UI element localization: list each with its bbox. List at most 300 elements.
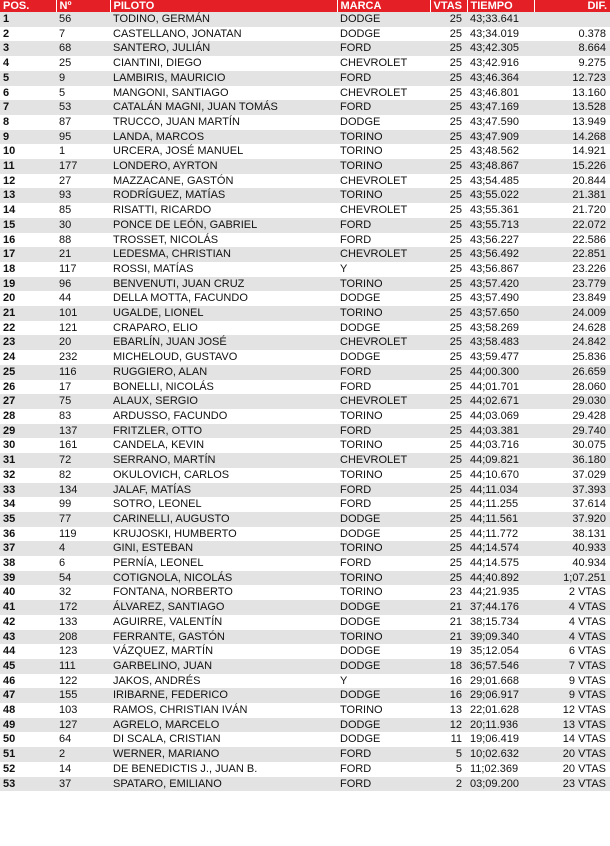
cell-pos: 38 (0, 556, 56, 571)
cell-number: 25 (56, 56, 110, 71)
cell-number: 119 (56, 527, 110, 542)
col-header-tiempo: TIEMPO (467, 0, 534, 12)
cell-number: 85 (56, 203, 110, 218)
cell-gap: 30.075 (534, 438, 610, 453)
cell-laps: 23 (430, 585, 467, 600)
cell-gap: 8.664 (534, 41, 610, 56)
cell-brand: Y (337, 674, 430, 689)
cell-gap: 20 VTAS (534, 747, 610, 762)
cell-number: 37 (56, 777, 110, 792)
table-row (0, 556, 610, 571)
cell-laps: 19 (430, 644, 467, 659)
cell-driver: TODINO, GERMÁN (110, 12, 337, 27)
table-row (0, 365, 610, 380)
cell-driver: AGRELO, MARCELO (110, 718, 337, 733)
cell-driver: AGUIRRE, VALENTÍN (110, 615, 337, 630)
cell-time: 43;55.361 (467, 203, 534, 218)
cell-laps: 25 (430, 130, 467, 145)
cell-number: 9 (56, 71, 110, 86)
cell-laps: 25 (430, 512, 467, 527)
cell-driver: RODRÍGUEZ, MATÍAS (110, 188, 337, 203)
table-header (0, 0, 610, 12)
cell-brand: DODGE (337, 27, 430, 42)
cell-laps: 11 (430, 732, 467, 747)
cell-time: 43;48.867 (467, 159, 534, 174)
cell-gap: 28.060 (534, 380, 610, 395)
cell-laps: 25 (430, 86, 467, 101)
cell-gap: 9 VTAS (534, 688, 610, 703)
cell-time: 44;09.821 (467, 453, 534, 468)
cell-laps: 25 (430, 321, 467, 336)
cell-time: 43;34.019 (467, 27, 534, 42)
cell-number: 172 (56, 600, 110, 615)
cell-number: 2 (56, 747, 110, 762)
cell-pos: 29 (0, 424, 56, 439)
cell-time: 03;09.200 (467, 777, 534, 792)
cell-laps: 25 (430, 424, 467, 439)
table-row (0, 218, 610, 233)
cell-gap: 37.393 (534, 483, 610, 498)
table-row (0, 174, 610, 189)
cell-laps: 25 (430, 335, 467, 350)
table-row (0, 71, 610, 86)
table-row (0, 394, 610, 409)
cell-gap: 22.072 (534, 218, 610, 233)
cell-number: 177 (56, 159, 110, 174)
cell-gap: 7 VTAS (534, 659, 610, 674)
cell-number: 122 (56, 674, 110, 689)
cell-gap: 13 VTAS (534, 718, 610, 733)
cell-gap: 26.659 (534, 365, 610, 380)
cell-brand: TORINO (337, 541, 430, 556)
cell-number: 123 (56, 644, 110, 659)
cell-number: 44 (56, 291, 110, 306)
cell-brand: TORINO (337, 188, 430, 203)
cell-number: 17 (56, 380, 110, 395)
table-row (0, 718, 610, 733)
cell-brand: DODGE (337, 600, 430, 615)
cell-pos: 25 (0, 365, 56, 380)
cell-gap: 14.268 (534, 130, 610, 145)
cell-brand: FORD (337, 747, 430, 762)
table-row (0, 233, 610, 248)
cell-gap: 22.586 (534, 233, 610, 248)
cell-laps: 25 (430, 144, 467, 159)
cell-time: 44;01.701 (467, 380, 534, 395)
cell-pos: 3 (0, 41, 56, 56)
cell-brand: CHEVROLET (337, 394, 430, 409)
cell-laps: 25 (430, 247, 467, 262)
col-header-dif: DIF. (534, 0, 610, 12)
cell-laps: 25 (430, 483, 467, 498)
cell-time: 43;57.420 (467, 277, 534, 292)
cell-driver: ALAUX, SERGIO (110, 394, 337, 409)
cell-pos: 17 (0, 247, 56, 262)
cell-gap: 23.849 (534, 291, 610, 306)
cell-driver: MAZZACANE, GASTÓN (110, 174, 337, 189)
cell-gap: 21.381 (534, 188, 610, 203)
cell-driver: VÁZQUEZ, MARTÍN (110, 644, 337, 659)
cell-time: 44;11.255 (467, 497, 534, 512)
cell-driver: FRITZLER, OTTO (110, 424, 337, 439)
cell-pos: 41 (0, 600, 56, 615)
table-row (0, 41, 610, 56)
cell-number: 95 (56, 130, 110, 145)
table-row (0, 380, 610, 395)
cell-time: 43;57.490 (467, 291, 534, 306)
cell-time: 44;11.772 (467, 527, 534, 542)
cell-pos: 46 (0, 674, 56, 689)
cell-gap: 6 VTAS (534, 644, 610, 659)
cell-pos: 31 (0, 453, 56, 468)
cell-pos: 47 (0, 688, 56, 703)
cell-number: 6 (56, 556, 110, 571)
cell-driver: WERNER, MARIANO (110, 747, 337, 762)
cell-pos: 44 (0, 644, 56, 659)
cell-gap: 4 VTAS (534, 615, 610, 630)
cell-driver: CANDELA, KEVIN (110, 438, 337, 453)
cell-gap: 9.275 (534, 56, 610, 71)
table-row (0, 424, 610, 439)
cell-driver: MICHELOUD, GUSTAVO (110, 350, 337, 365)
table-row (0, 159, 610, 174)
cell-driver: MANGONI, SANTIAGO (110, 86, 337, 101)
cell-laps: 21 (430, 615, 467, 630)
cell-driver: JAKOS, ANDRÉS (110, 674, 337, 689)
cell-time: 10;02.632 (467, 747, 534, 762)
cell-pos: 50 (0, 732, 56, 747)
cell-laps: 25 (430, 262, 467, 277)
table-row (0, 86, 610, 101)
cell-time: 29;06.917 (467, 688, 534, 703)
cell-laps: 25 (430, 218, 467, 233)
cell-gap: 13.949 (534, 115, 610, 130)
cell-gap: 14.921 (534, 144, 610, 159)
table-row (0, 291, 610, 306)
table-row (0, 56, 610, 71)
cell-pos: 51 (0, 747, 56, 762)
table-row (0, 600, 610, 615)
col-header-piloto: PILOTO (110, 0, 337, 12)
cell-laps: 25 (430, 438, 467, 453)
cell-pos: 20 (0, 291, 56, 306)
cell-pos: 4 (0, 56, 56, 71)
cell-time: 43;58.483 (467, 335, 534, 350)
cell-laps: 16 (430, 688, 467, 703)
cell-gap: 9 VTAS (534, 674, 610, 689)
cell-number: 208 (56, 630, 110, 645)
cell-pos: 5 (0, 71, 56, 86)
cell-brand: DODGE (337, 615, 430, 630)
cell-gap: 14 VTAS (534, 732, 610, 747)
cell-pos: 48 (0, 703, 56, 718)
cell-number: 27 (56, 174, 110, 189)
cell-brand: TORINO (337, 630, 430, 645)
cell-driver: RISATTI, RICARDO (110, 203, 337, 218)
cell-time: 29;01.668 (467, 674, 534, 689)
cell-laps: 25 (430, 291, 467, 306)
cell-driver: BONELLI, NICOLÁS (110, 380, 337, 395)
cell-number: 88 (56, 233, 110, 248)
cell-laps: 25 (430, 556, 467, 571)
cell-brand: TORINO (337, 571, 430, 586)
cell-pos: 33 (0, 483, 56, 498)
cell-brand: DODGE (337, 644, 430, 659)
cell-number: 87 (56, 115, 110, 130)
cell-time: 43;55.022 (467, 188, 534, 203)
cell-driver: BENVENUTI, JUAN CRUZ (110, 277, 337, 292)
cell-brand: TORINO (337, 159, 430, 174)
table-row (0, 762, 610, 777)
cell-time: 44;14.575 (467, 556, 534, 571)
table-row (0, 615, 610, 630)
table-row (0, 277, 610, 292)
cell-laps: 25 (430, 159, 467, 174)
cell-driver: DELLA MOTTA, FACUNDO (110, 291, 337, 306)
cell-pos: 10 (0, 144, 56, 159)
cell-driver: IRIBARNE, FEDERICO (110, 688, 337, 703)
cell-pos: 1 (0, 12, 56, 27)
cell-pos: 45 (0, 659, 56, 674)
cell-brand: FORD (337, 762, 430, 777)
cell-brand: FORD (337, 233, 430, 248)
cell-brand: FORD (337, 380, 430, 395)
cell-number: 56 (56, 12, 110, 27)
cell-pos: 13 (0, 188, 56, 203)
cell-brand: TORINO (337, 409, 430, 424)
cell-laps: 5 (430, 747, 467, 762)
cell-pos: 36 (0, 527, 56, 542)
cell-brand: FORD (337, 483, 430, 498)
cell-brand: CHEVROLET (337, 453, 430, 468)
cell-laps: 25 (430, 277, 467, 292)
cell-gap: 1;07.251 (534, 571, 610, 586)
cell-number: 54 (56, 571, 110, 586)
table-row (0, 203, 610, 218)
cell-laps: 25 (430, 409, 467, 424)
cell-time: 44;10.670 (467, 468, 534, 483)
cell-pos: 32 (0, 468, 56, 483)
cell-time: 44;03.069 (467, 409, 534, 424)
cell-brand: TORINO (337, 306, 430, 321)
cell-time: 44;11.561 (467, 512, 534, 527)
cell-driver: EBARLÍN, JUAN JOSÉ (110, 335, 337, 350)
cell-number: 64 (56, 732, 110, 747)
table-row (0, 630, 610, 645)
cell-time: 38;15.734 (467, 615, 534, 630)
cell-brand: DODGE (337, 350, 430, 365)
cell-time: 43;59.477 (467, 350, 534, 365)
cell-time: 44;14.574 (467, 541, 534, 556)
col-header-pos: POS. (0, 0, 56, 12)
cell-laps: 25 (430, 306, 467, 321)
cell-brand: CHEVROLET (337, 174, 430, 189)
table-row (0, 27, 610, 42)
cell-pos: 16 (0, 233, 56, 248)
cell-number: 14 (56, 762, 110, 777)
cell-laps: 25 (430, 12, 467, 27)
cell-number: 93 (56, 188, 110, 203)
cell-number: 101 (56, 306, 110, 321)
cell-pos: 22 (0, 321, 56, 336)
cell-gap: 13.160 (534, 86, 610, 101)
table-row (0, 130, 610, 145)
cell-gap: 38.131 (534, 527, 610, 542)
cell-brand: DODGE (337, 512, 430, 527)
cell-number: 72 (56, 453, 110, 468)
cell-pos: 24 (0, 350, 56, 365)
cell-laps: 25 (430, 71, 467, 86)
cell-number: 117 (56, 262, 110, 277)
table-row (0, 350, 610, 365)
cell-time: 35;12.054 (467, 644, 534, 659)
cell-brand: DODGE (337, 718, 430, 733)
table-row (0, 571, 610, 586)
cell-time: 43;47.909 (467, 130, 534, 145)
cell-driver: PERNÍA, LEONEL (110, 556, 337, 571)
cell-pos: 12 (0, 174, 56, 189)
cell-brand: DODGE (337, 321, 430, 336)
cell-laps: 25 (430, 41, 467, 56)
table-row (0, 674, 610, 689)
cell-driver: SPATARO, EMILIANO (110, 777, 337, 792)
cell-number: 5 (56, 86, 110, 101)
cell-laps: 18 (430, 659, 467, 674)
cell-driver: ÁLVAREZ, SANTIAGO (110, 600, 337, 615)
cell-laps: 25 (430, 380, 467, 395)
cell-laps: 25 (430, 350, 467, 365)
cell-time: 43;48.562 (467, 144, 534, 159)
cell-number: 4 (56, 541, 110, 556)
cell-pos: 9 (0, 130, 56, 145)
cell-number: 134 (56, 483, 110, 498)
cell-driver: DE BENEDICTIS J., JUAN B. (110, 762, 337, 777)
cell-laps: 25 (430, 365, 467, 380)
cell-brand: TORINO (337, 130, 430, 145)
table-row (0, 100, 610, 115)
cell-laps: 25 (430, 394, 467, 409)
cell-driver: PONCE DE LEÓN, GABRIEL (110, 218, 337, 233)
cell-number: 121 (56, 321, 110, 336)
cell-driver: SERRANO, MARTÍN (110, 453, 337, 468)
cell-driver: FERRANTE, GASTÓN (110, 630, 337, 645)
cell-pos: 27 (0, 394, 56, 409)
cell-pos: 39 (0, 571, 56, 586)
table-row (0, 321, 610, 336)
cell-number: 116 (56, 365, 110, 380)
cell-laps: 25 (430, 527, 467, 542)
cell-gap: 4 VTAS (534, 630, 610, 645)
cell-pos: 2 (0, 27, 56, 42)
table-row (0, 115, 610, 130)
cell-brand: FORD (337, 71, 430, 86)
cell-brand: TORINO (337, 277, 430, 292)
cell-time: 44;03.381 (467, 424, 534, 439)
cell-gap: 4 VTAS (534, 600, 610, 615)
cell-time: 43;54.485 (467, 174, 534, 189)
cell-brand: TORINO (337, 144, 430, 159)
cell-laps: 25 (430, 453, 467, 468)
cell-time: 43;55.713 (467, 218, 534, 233)
cell-driver: CIANTINI, DIEGO (110, 56, 337, 71)
cell-time: 43;42.916 (467, 56, 534, 71)
cell-laps: 21 (430, 630, 467, 645)
cell-laps: 25 (430, 27, 467, 42)
cell-driver: CATALÁN MAGNI, JUAN TOMÁS (110, 100, 337, 115)
cell-driver: FONTANA, NORBERTO (110, 585, 337, 600)
cell-laps: 2 (430, 777, 467, 792)
cell-laps: 25 (430, 188, 467, 203)
cell-number: 155 (56, 688, 110, 703)
cell-brand: FORD (337, 497, 430, 512)
cell-brand: DODGE (337, 115, 430, 130)
cell-driver: DI SCALA, CRISTIAN (110, 732, 337, 747)
table-row (0, 247, 610, 262)
cell-driver: SANTERO, JULIÁN (110, 41, 337, 56)
table-row (0, 688, 610, 703)
table-row (0, 483, 610, 498)
table-row (0, 306, 610, 321)
cell-laps: 21 (430, 600, 467, 615)
cell-time: 44;00.300 (467, 365, 534, 380)
table-row (0, 262, 610, 277)
cell-time: 22;01.628 (467, 703, 534, 718)
cell-pos: 37 (0, 541, 56, 556)
cell-brand: FORD (337, 100, 430, 115)
cell-driver: RAMOS, CHRISTIAN IVÁN (110, 703, 337, 718)
cell-time: 43;56.492 (467, 247, 534, 262)
cell-pos: 28 (0, 409, 56, 424)
cell-pos: 53 (0, 777, 56, 792)
cell-gap: 29.030 (534, 394, 610, 409)
cell-laps: 25 (430, 115, 467, 130)
cell-gap: 12 VTAS (534, 703, 610, 718)
cell-number: 75 (56, 394, 110, 409)
cell-laps: 25 (430, 497, 467, 512)
cell-brand: CHEVROLET (337, 335, 430, 350)
cell-number: 133 (56, 615, 110, 630)
cell-gap: 36.180 (534, 453, 610, 468)
cell-number: 68 (56, 41, 110, 56)
table-row (0, 777, 610, 792)
cell-pos: 15 (0, 218, 56, 233)
cell-gap: 37.614 (534, 497, 610, 512)
cell-time: 44;03.716 (467, 438, 534, 453)
cell-gap (534, 12, 610, 27)
cell-pos: 7 (0, 100, 56, 115)
table-row (0, 497, 610, 512)
cell-gap: 13.528 (534, 100, 610, 115)
cell-brand: DODGE (337, 291, 430, 306)
table-row (0, 438, 610, 453)
cell-gap: 37.920 (534, 512, 610, 527)
cell-driver: RUGGIERO, ALAN (110, 365, 337, 380)
cell-driver: TROSSET, NICOLÁS (110, 233, 337, 248)
cell-driver: LEDESMA, CHRISTIAN (110, 247, 337, 262)
cell-brand: DODGE (337, 527, 430, 542)
cell-laps: 5 (430, 762, 467, 777)
cell-brand: DODGE (337, 732, 430, 747)
cell-pos: 40 (0, 585, 56, 600)
cell-gap: 23.779 (534, 277, 610, 292)
cell-number: 232 (56, 350, 110, 365)
cell-driver: GINI, ESTEBAN (110, 541, 337, 556)
table-row (0, 453, 610, 468)
cell-pos: 26 (0, 380, 56, 395)
cell-gap: 21.720 (534, 203, 610, 218)
table-row (0, 335, 610, 350)
cell-driver: TRUCCO, JUAN MARTÍN (110, 115, 337, 130)
